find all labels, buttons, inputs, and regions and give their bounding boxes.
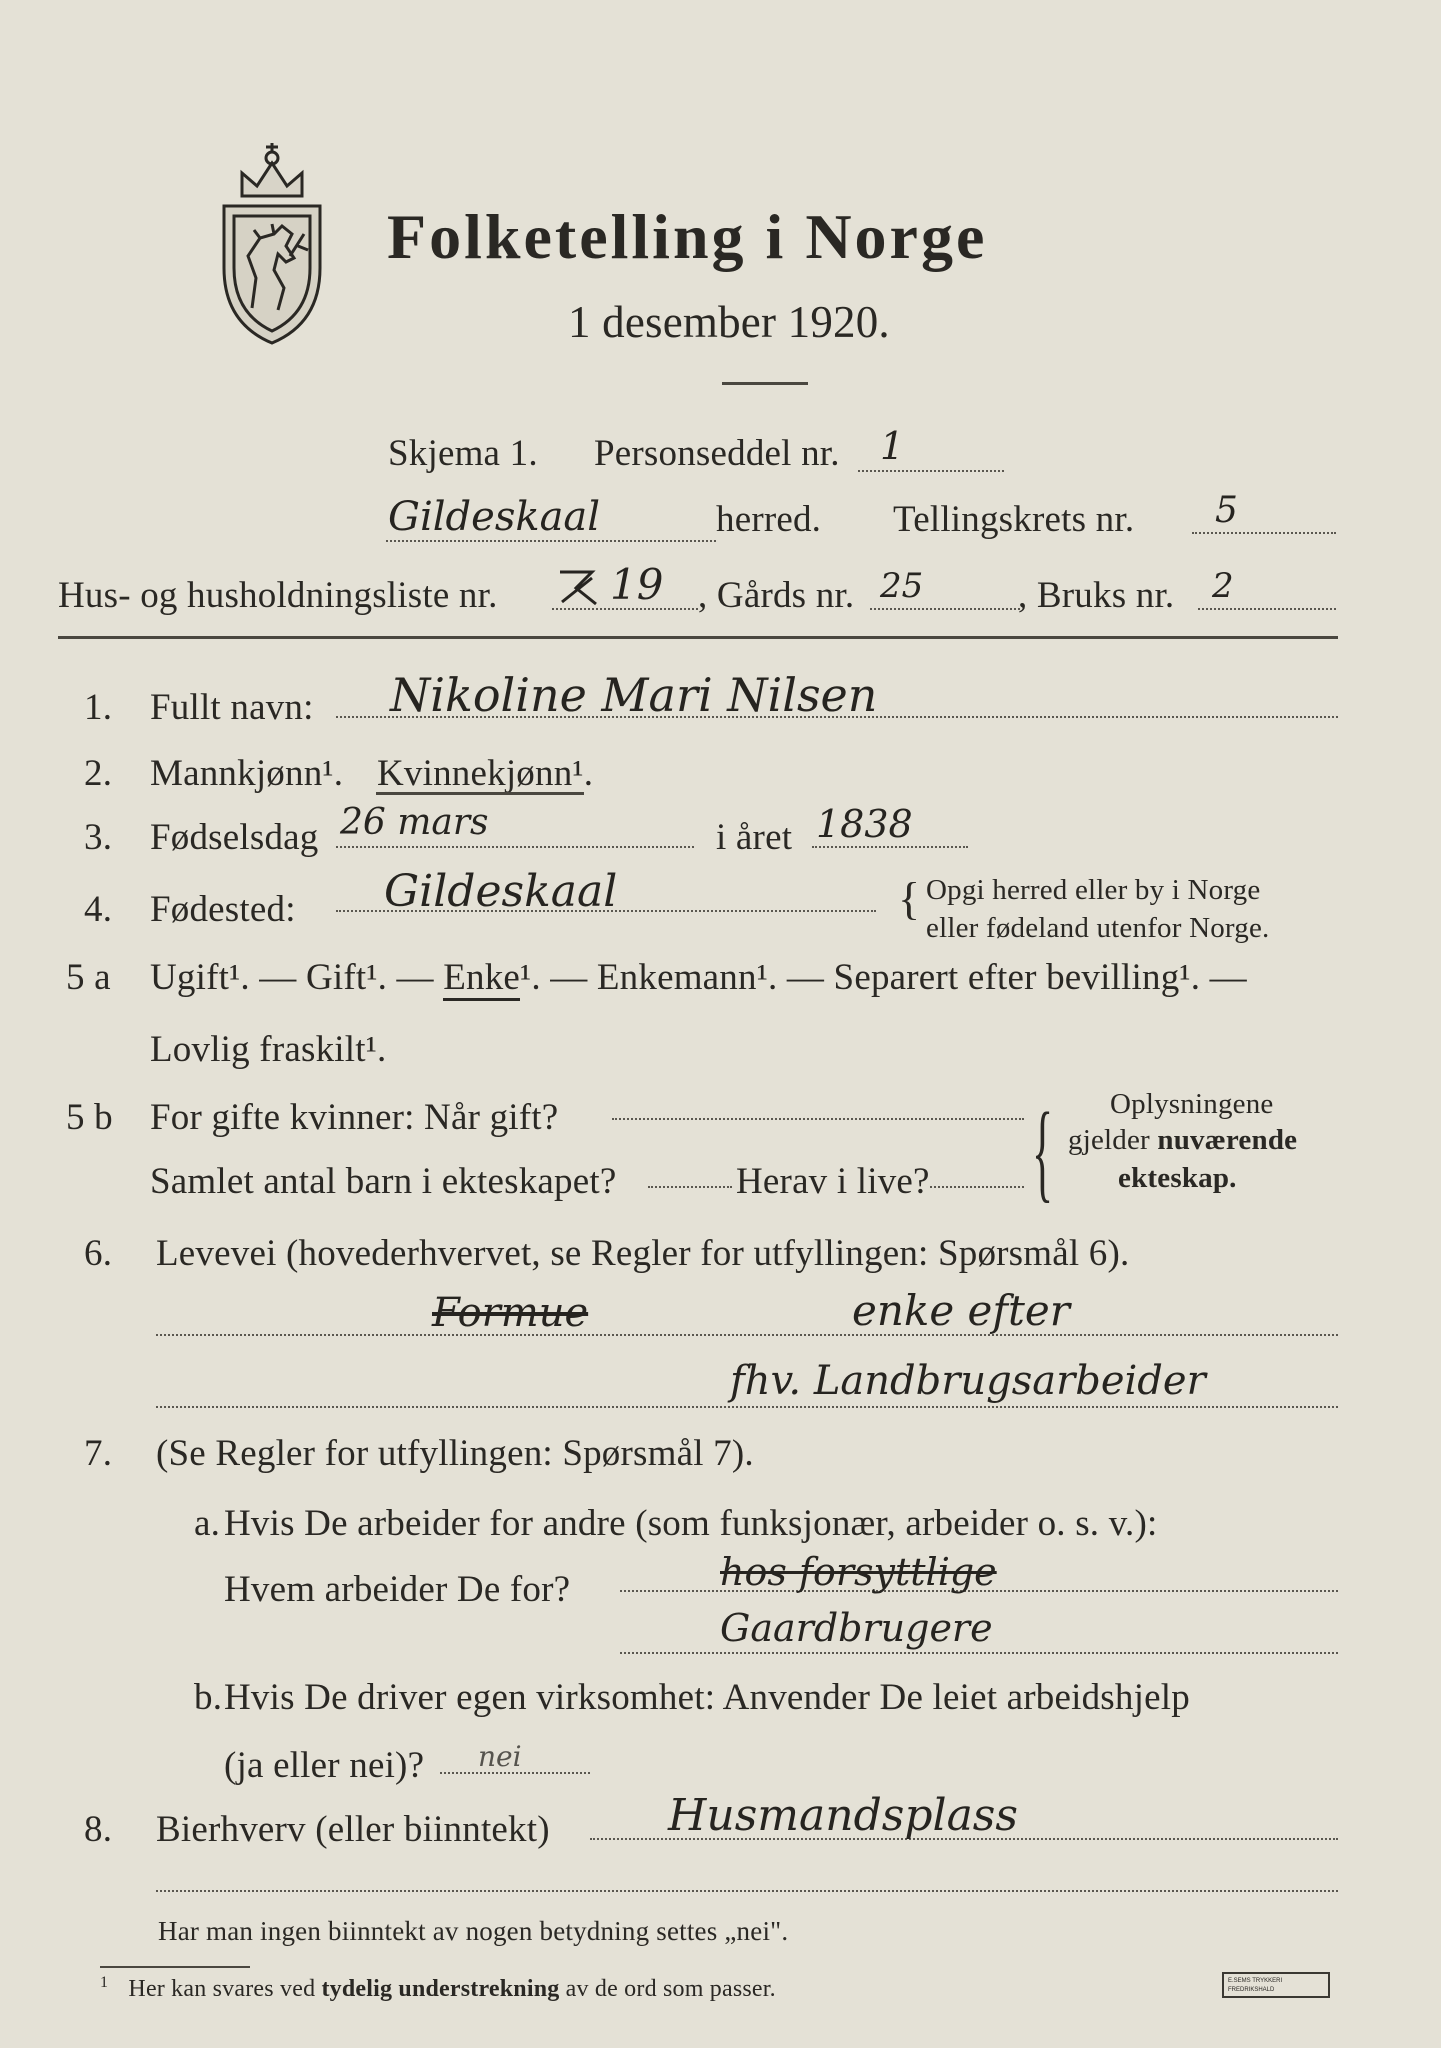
q7b-line [440,1772,590,1774]
footnote-divider [100,1966,250,1968]
q5a-line-1 [150,956,1247,999]
q3-day-line [336,846,694,848]
q7b-value[interactable]: nei [478,1740,522,1773]
q2-mannkjonn[interactable]: Mannkjønn¹. [150,753,344,794]
q7a-line-2 [620,1652,1338,1654]
q6-value-1[interactable]: enke efter [852,1286,1070,1335]
form-title: Folketelling i Norge [387,201,988,272]
bruks-label: , Bruks nr. [1018,575,1175,616]
footnote-number: 1 [100,1974,109,1991]
q5b-label-3: Herav i live? [736,1161,930,1202]
hus-struck-mark-icon [556,568,602,608]
q5a-options-b[interactable]: ¹. — Enkemann¹. — Separert efter bevilling¹. — [520,957,1247,998]
q7a-text: Hvis De arbeider for andre (som funksjonær, arbeider o. s. v.): [224,1503,1158,1544]
q7a-question: Hvem arbeider De for? [224,1569,571,1610]
q6-line-1 [156,1334,1338,1336]
q5b-number: 5 b [66,1097,113,1138]
bruks-value[interactable]: 2 [1212,566,1234,606]
q5b-label: For gifte kvinner: Når gift? [150,1097,559,1138]
q5b-gift-line [612,1118,1024,1120]
skjema-label: Skjema 1. [388,433,538,474]
q5b-note-2b: nuværende [1157,1124,1298,1156]
q3-day-value[interactable]: 26 mars [340,802,489,843]
herred-label: herred. [716,499,822,540]
footnote-b: tydelig understrekning [321,1976,560,2002]
q2-kvinnekjonn[interactable]: Kvinnekjønn¹. [377,753,594,794]
q8-label: Bierhverv (eller biinntekt) [156,1809,550,1850]
printer-stamp [1222,1972,1330,1998]
q7a-value-2[interactable]: Gaardbrugere [720,1606,993,1650]
q4-brace: { [898,873,921,924]
personseddel-value[interactable]: 1 [880,424,905,468]
q7b-text: Hvis De driver egen virksomhet: Anvender De leiet arbeidshjelp [224,1677,1190,1718]
footer-note: Har man ingen biinntekt av nogen betydning settes „nei". [158,1916,789,1946]
q2-number: 2. [84,753,113,794]
q7-label: (Se Regler for utfyllingen: Spørsmål 7). [156,1433,754,1474]
section-divider [58,636,1338,639]
q1-value[interactable]: Nikoline Mari Nilsen [390,668,878,722]
q5b-barn-line [648,1186,732,1188]
q6-label: Levevei (hovederhvervet, se Regler for utfyllingen: Spørsmål 6). [156,1233,1130,1274]
q2-kvinnekjonn-underline [376,792,584,795]
gards-label: , Gårds nr. [698,575,855,616]
hus-value[interactable]: 19 [610,560,664,609]
q8-number: 8. [84,1809,113,1850]
herred-line [386,540,716,542]
q4-number: 4. [84,889,113,930]
tellingskrets-label: Tellingskrets nr. [893,499,1135,540]
q6-line-2 [156,1406,1338,1408]
q5a-number: 5 a [66,957,111,998]
q8-line-2 [156,1890,1338,1892]
gards-value[interactable]: 25 [880,566,924,606]
q5a-enke[interactable]: Enke [443,957,520,1001]
q7b-letter: b. [194,1677,223,1718]
q4-note-1: Opgi herred eller by i Norge [926,874,1261,906]
q7b-question: (ja eller nei)? [224,1745,425,1786]
herred-value[interactable]: Gildeskaal [388,494,601,540]
q6-number: 6. [84,1233,113,1274]
q3-year-value[interactable]: 1838 [816,802,913,846]
printer-stamp-text: E.SEMS TRYKKERI FREDRIKSHALD [1228,1978,1283,1993]
q6-value-struck[interactable]: Formue [432,1290,589,1336]
footnote-a: Her kan svares ved [128,1976,322,2002]
q1-number: 1. [84,687,113,728]
q7-number: 7. [84,1433,113,1474]
q7a-letter: a. [194,1503,221,1544]
q5b-note-2a: gjelder [1068,1124,1158,1156]
q3-year-line [812,846,968,848]
q3-year-label: i året [716,817,793,858]
q5a-options-a[interactable]: Ugift¹. — Gift¹. — [150,957,444,998]
q4-label: Fødested: [150,889,296,930]
tellingskrets-line [1192,532,1336,534]
q5b-live-line [930,1186,1024,1188]
coat-of-arms-icon [212,138,332,348]
title-divider [722,382,808,385]
gards-line [870,608,1020,610]
personseddel-label: Personseddel nr. [594,433,840,474]
q6-value-2[interactable]: fhv. Landbrugsarbeider [730,1358,1206,1404]
q5b-note-1: Oplysningene [1110,1088,1274,1120]
personseddel-line [858,470,1004,472]
q1-label: Fullt navn: [150,687,314,728]
q5b-label-2: Samlet antal barn i ekteskapet? [150,1161,617,1202]
q7a-value-struck[interactable]: hos forsyttlige [720,1550,997,1594]
q5b-note-3: ekteskap. [1118,1162,1237,1194]
bruks-line [1198,608,1336,610]
footnote-c: av de ord som passer. [559,1976,776,2002]
q3-number: 3. [84,817,113,858]
q3-label: Fødselsdag [150,817,319,858]
q4-value[interactable]: Gildeskaal [384,866,618,917]
tellingskrets-value[interactable]: 5 [1215,490,1238,531]
q5b-brace: { [1032,1090,1054,1212]
q5a-line-2[interactable]: Lovlig fraskilt¹. [150,1029,387,1070]
q5b-note-2 [1068,1124,1297,1157]
q8-value[interactable]: Husmandsplass [668,1790,1018,1841]
census-date: 1 desember 1920. [568,297,890,347]
q4-note-2: eller fødeland utenfor Norge. [926,912,1270,944]
hus-label: Hus- og husholdningsliste nr. [58,575,498,616]
footnote [100,1974,776,2003]
